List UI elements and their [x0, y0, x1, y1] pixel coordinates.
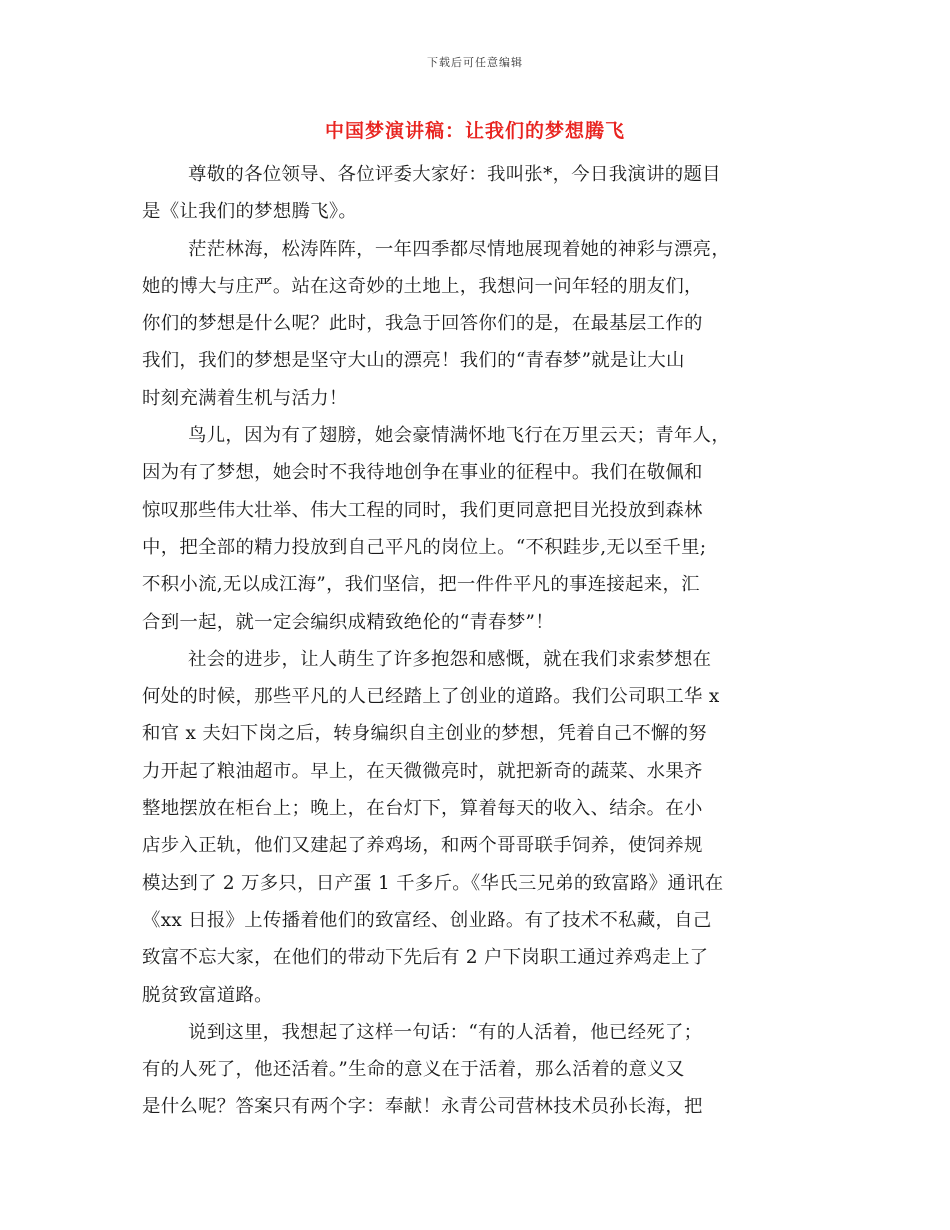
- text-line: 有的人死了，他还活着。”生命的意义在于活着，那么活着的意义又: [142, 1059, 685, 1081]
- text-line: 脱贫致富道路。: [142, 984, 273, 1006]
- text-line: 惊叹那些伟大壮举、伟大工程的同时，我们更同意把目光投放到森林: [142, 499, 703, 521]
- text-line: 力开起了粮油超市。早上，在天微微亮时，就把新奇的蔬菜、水果齐: [142, 760, 703, 782]
- text-line: 她的博大与庄严。站在这奇妙的土地上，我想问一问年轻的朋友们，: [142, 275, 703, 297]
- text-line: 社会的进步，让人萌生了许多抱怨和感慨，就在我们求索梦想在: [188, 648, 712, 670]
- text-line: 说到这里，我想起了这样一句话：“有的人活着，他已经死了；: [188, 1021, 703, 1043]
- text-line: 店步入正轨，他们又建起了养鸡场，和两个哥哥联手饲养，使饲养规: [142, 835, 703, 857]
- document-body: [142, 156, 812, 1126]
- text-line: 是什么呢？答案只有两个字：奉献！永青公司营林技术员孙长海，把: [142, 1096, 703, 1118]
- page-header-note: 下载后可任意编辑: [427, 56, 523, 69]
- text-line: 和官 x 夫妇下岗之后，转身编织自主创业的梦想，凭着自己不懈的努: [142, 723, 707, 745]
- text-line: 因为有了梦想，她会时不我待地创争在事业的征程中。我们在敬佩和: [142, 462, 703, 484]
- text-line: 致富不忘大家，在他们的带动下先后有 2 户下岗职工通过养鸡走上了: [142, 947, 709, 969]
- text-line: 合到一起，就一定会编织成精致绝伦的“青春梦”！: [142, 611, 554, 633]
- text-line: 整地摆放在柜台上；晚上，在台灯下，算着每天的收入、结余。在小: [142, 798, 703, 820]
- text-line: 何处的时候，那些平凡的人已经踏上了创业的道路。我们公司职工华 x: [142, 686, 720, 708]
- text-line: 我们，我们的梦想是坚守大山的漂亮！我们的“青春梦”就是让大山: [142, 350, 685, 372]
- text-line: 茫茫林海，松涛阵阵，一年四季都尽情地展现着她的神彩与漂亮，: [188, 238, 731, 260]
- text-line: 《xx 日报》上传播着他们的致富经、创业路。有了技术不私藏，自己: [142, 909, 712, 931]
- text-line: 鸟儿，因为有了翅膀，她会豪情满怀地飞行在万里云天；青年人，: [188, 425, 731, 447]
- document-title: 中国梦演讲稿：让我们的梦想腾飞: [324, 120, 625, 142]
- text-line: 你们的梦想是什么呢？此时，我急于回答你们的是，在最基层工作的: [142, 313, 703, 335]
- text-line: 时刻充满着生机与活力！: [142, 387, 348, 409]
- text-line: 模达到了 2 万多只，日产蛋 1 千多斤。《华氏三兄弟的致富路》通讯在: [142, 872, 724, 894]
- text-line: 不积小流,无以成江海”，我们坚信，把一件件平凡的事连接起来，汇: [142, 574, 700, 596]
- text-line: 尊敬的各位领导、各位评委大家好：我叫张*，今日我演讲的题目: [188, 164, 721, 185]
- text-line: 中，把全部的精力投放到自己平凡的岗位上。“不积跬步,无以至千里;: [142, 536, 707, 558]
- text-line: 是《让我们的梦想腾飞》。: [142, 201, 358, 223]
